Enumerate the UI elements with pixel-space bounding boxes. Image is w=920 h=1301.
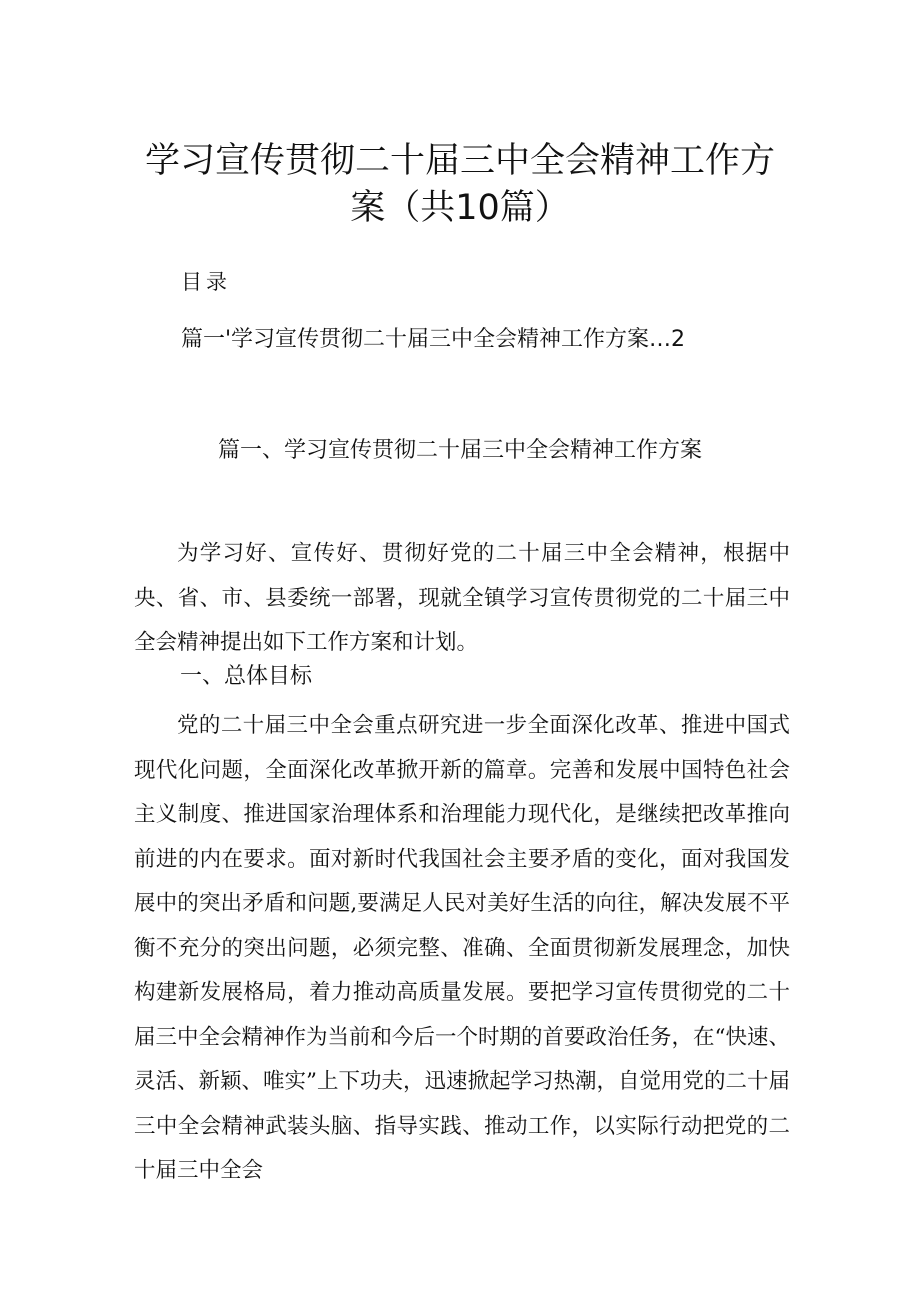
toc-label: 目录 bbox=[181, 270, 231, 294]
heading-overall-goal: 一、总体目标 bbox=[180, 664, 313, 689]
section-title: 篇一、学习宣传贯彻二十届三中全会精神工作方案 bbox=[217, 438, 702, 463]
document-title bbox=[0, 138, 920, 232]
paragraph-intro: 为学习好、宣传好、贯彻好党的二十届三中全会精神，根据中央、省、市、县委统一部署，现就全镇学习宣传贯彻党的二十届三中全会精神提出如下工作方案和计划。 bbox=[134, 541, 790, 655]
document-title-line2: 案（共10篇） bbox=[350, 188, 570, 228]
toc-item[interactable]: 篇一'学习宣传贯彻二十届三中全会精神工作方案…2 bbox=[181, 327, 686, 352]
paragraph-overall-goal: 党的二十届三中全会重点研究进一步全面深化改革、推进中国式现代化问题，全面深化改革掀开新的篇章。完善和发展中国特色社会主义制度、推进国家治理体系和治理能力现代化，是继续把改革推向前进的内在要求。面对新时代我国社会主要矛盾的变化，面对我国发展中的突出矛盾和问题,要满足人民对美好生活的向往，解决发展不平衡不充分的突出问题，必须完整、准确、全面贯彻新发展理念，加快构建新发展格局，着力推动高质量发展。要把学习宣传贯彻党的二十届三中全会精神作为当前和今后一个时期的首要政治任务，在“快速、灵活、新颖、唯实”上下功夫，迅速掀起学习热潮，自觉用党的二十届三中全会精神武装头脑、指导实践、推动工作，以实际行动把党的二十届三中全会 bbox=[134, 713, 790, 1183]
document-title-line1: 学习宣传贯彻二十届三中全会精神工作方 bbox=[144, 141, 775, 181]
